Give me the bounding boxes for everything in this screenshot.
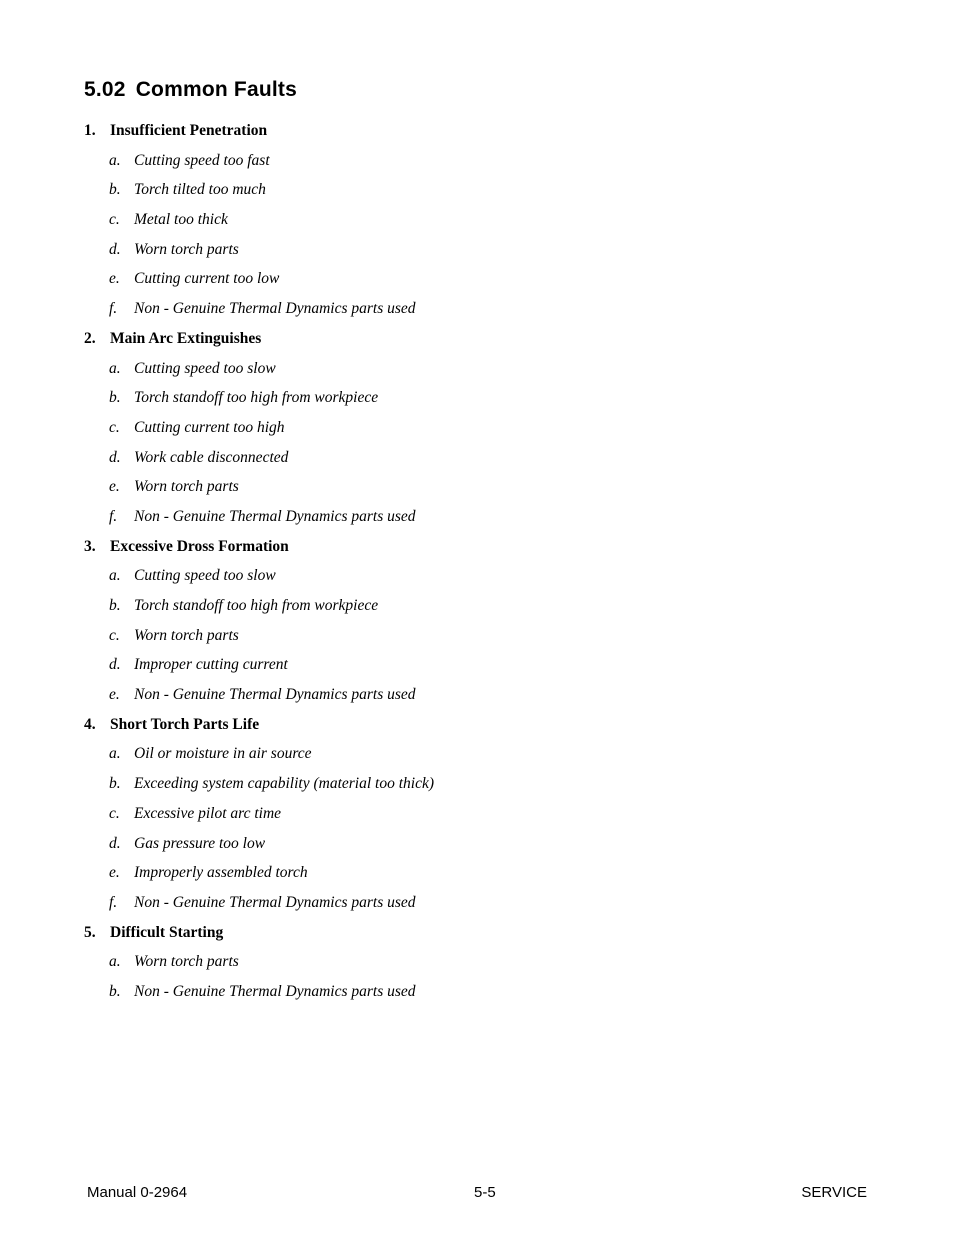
section-title-text: Common Faults (135, 78, 297, 101)
fault-cause-text: Non - Genuine Thermal Dynamics parts used (134, 300, 416, 318)
fault-cause-letter: c. (109, 804, 120, 822)
fault-group-heading (84, 116, 784, 146)
fault-cause-letter: a. (109, 151, 121, 169)
fault-group-title: Difficult Starting (110, 923, 224, 941)
fault-cause-letter: a. (109, 567, 121, 585)
section-title (84, 78, 297, 102)
fault-cause-text: Metal too thick (134, 211, 228, 229)
fault-group-title: Main Arc Extinguishes (110, 329, 262, 347)
fault-cause-text: Cutting speed too slow (134, 359, 276, 377)
fault-cause-text: Oil or moisture in air source (134, 745, 312, 763)
fault-cause-text: Cutting current too low (134, 270, 280, 288)
fault-group-heading (84, 324, 784, 354)
fault-cause-letter: b. (109, 389, 121, 407)
fault-cause-item (84, 739, 784, 769)
fault-cause-text: Improperly assembled torch (134, 864, 308, 882)
fault-group-number: 5. (84, 923, 96, 941)
fault-cause-letter: f. (109, 507, 118, 525)
fault-cause-item (84, 769, 784, 799)
fault-cause-text: Non - Genuine Thermal Dynamics parts used (134, 507, 416, 525)
fault-cause-text: Work cable disconnected (134, 448, 289, 466)
fault-cause-text: Gas pressure too low (134, 834, 266, 852)
fault-cause-letter: c. (109, 211, 120, 229)
fault-group-number: 1. (84, 122, 96, 139)
fault-cause-letter: a. (109, 745, 121, 763)
footer-manual: Manual 0-2964 (87, 1184, 188, 1201)
fault-cause-item (84, 146, 784, 176)
fault-cause-item (84, 829, 784, 859)
fault-cause-text: Cutting current too high (134, 418, 285, 436)
fault-cause-letter: f. (109, 300, 118, 318)
fault-cause-text: Improper cutting current (134, 656, 288, 674)
fault-cause-letter: c. (109, 626, 120, 644)
fault-cause-item (84, 235, 784, 265)
fault-cause-item (84, 472, 784, 502)
fault-cause-item (84, 502, 784, 532)
fault-cause-letter: e. (109, 864, 120, 882)
fault-group-heading (84, 918, 784, 948)
footer-section: SERVICE (801, 1184, 867, 1201)
fault-cause-letter: d. (109, 448, 121, 466)
fault-list (84, 116, 784, 1007)
fault-cause-letter: b. (109, 982, 121, 1000)
fault-cause-item (84, 680, 784, 710)
fault-cause-letter: d. (109, 656, 121, 674)
fault-cause-letter: a. (109, 359, 121, 377)
fault-cause-item (84, 205, 784, 235)
fault-cause-item (84, 858, 784, 888)
fault-group-heading (84, 532, 784, 562)
fault-cause-letter: e. (109, 270, 120, 288)
fault-group-heading (84, 710, 784, 740)
fault-cause-item (84, 354, 784, 384)
fault-cause-text: Torch standoff too high from workpiece (134, 597, 379, 614)
fault-cause-item (84, 264, 784, 294)
fault-cause-item (84, 383, 784, 413)
fault-cause-letter: b. (109, 181, 121, 199)
fault-cause-letter: e. (109, 478, 120, 496)
fault-cause-item (84, 561, 784, 591)
fault-cause-item (84, 977, 784, 1007)
fault-cause-item (84, 650, 784, 680)
fault-group-number: 4. (84, 715, 96, 733)
fault-cause-letter: e. (109, 686, 120, 704)
fault-cause-text: Torch standoff too high from workpiece (134, 389, 379, 407)
fault-cause-text: Non - Genuine Thermal Dynamics parts used (134, 686, 416, 704)
fault-cause-text: Cutting speed too slow (134, 567, 276, 585)
fault-cause-letter: d. (109, 240, 121, 258)
fault-cause-text: Worn torch parts (134, 626, 239, 644)
fault-cause-item (84, 175, 784, 205)
fault-cause-item (84, 443, 784, 473)
fault-cause-text: Non - Genuine Thermal Dynamics parts used (134, 982, 416, 1000)
footer-page-number: 5-5 (474, 1184, 496, 1201)
fault-cause-text: Torch tilted too much (134, 181, 266, 199)
fault-cause-item (84, 413, 784, 443)
fault-cause-text: Excessive pilot arc time (134, 804, 282, 822)
fault-cause-text: Worn torch parts (134, 953, 239, 971)
fault-cause-text: Cutting speed too fast (134, 151, 270, 169)
fault-cause-letter: b. (109, 775, 121, 793)
fault-group-title: Short Torch Parts Life (110, 715, 260, 733)
fault-cause-item (84, 294, 784, 324)
fault-cause-letter: d. (109, 834, 121, 852)
fault-cause-text: Worn torch parts (134, 478, 239, 496)
fault-cause-letter: c. (109, 418, 120, 436)
fault-cause-item (84, 947, 784, 977)
fault-cause-item (84, 888, 784, 918)
fault-cause-text: Exceeding system capability (material too thick) (134, 775, 435, 793)
fault-cause-letter: b. (109, 597, 121, 614)
section-number: 5.02 (84, 78, 126, 101)
fault-cause-item (84, 799, 784, 829)
fault-cause-text: Non - Genuine Thermal Dynamics parts used (134, 893, 416, 911)
fault-cause-letter: f. (109, 893, 118, 911)
fault-cause-text: Worn torch parts (134, 240, 239, 258)
fault-group-number: 2. (84, 329, 96, 347)
fault-group-title: Excessive Dross Formation (110, 537, 289, 555)
fault-cause-item (84, 591, 784, 621)
fault-cause-letter: a. (109, 953, 121, 971)
fault-group-title: Insufficient Penetration (110, 122, 268, 139)
fault-group-number: 3. (84, 537, 96, 555)
fault-cause-item (84, 621, 784, 651)
